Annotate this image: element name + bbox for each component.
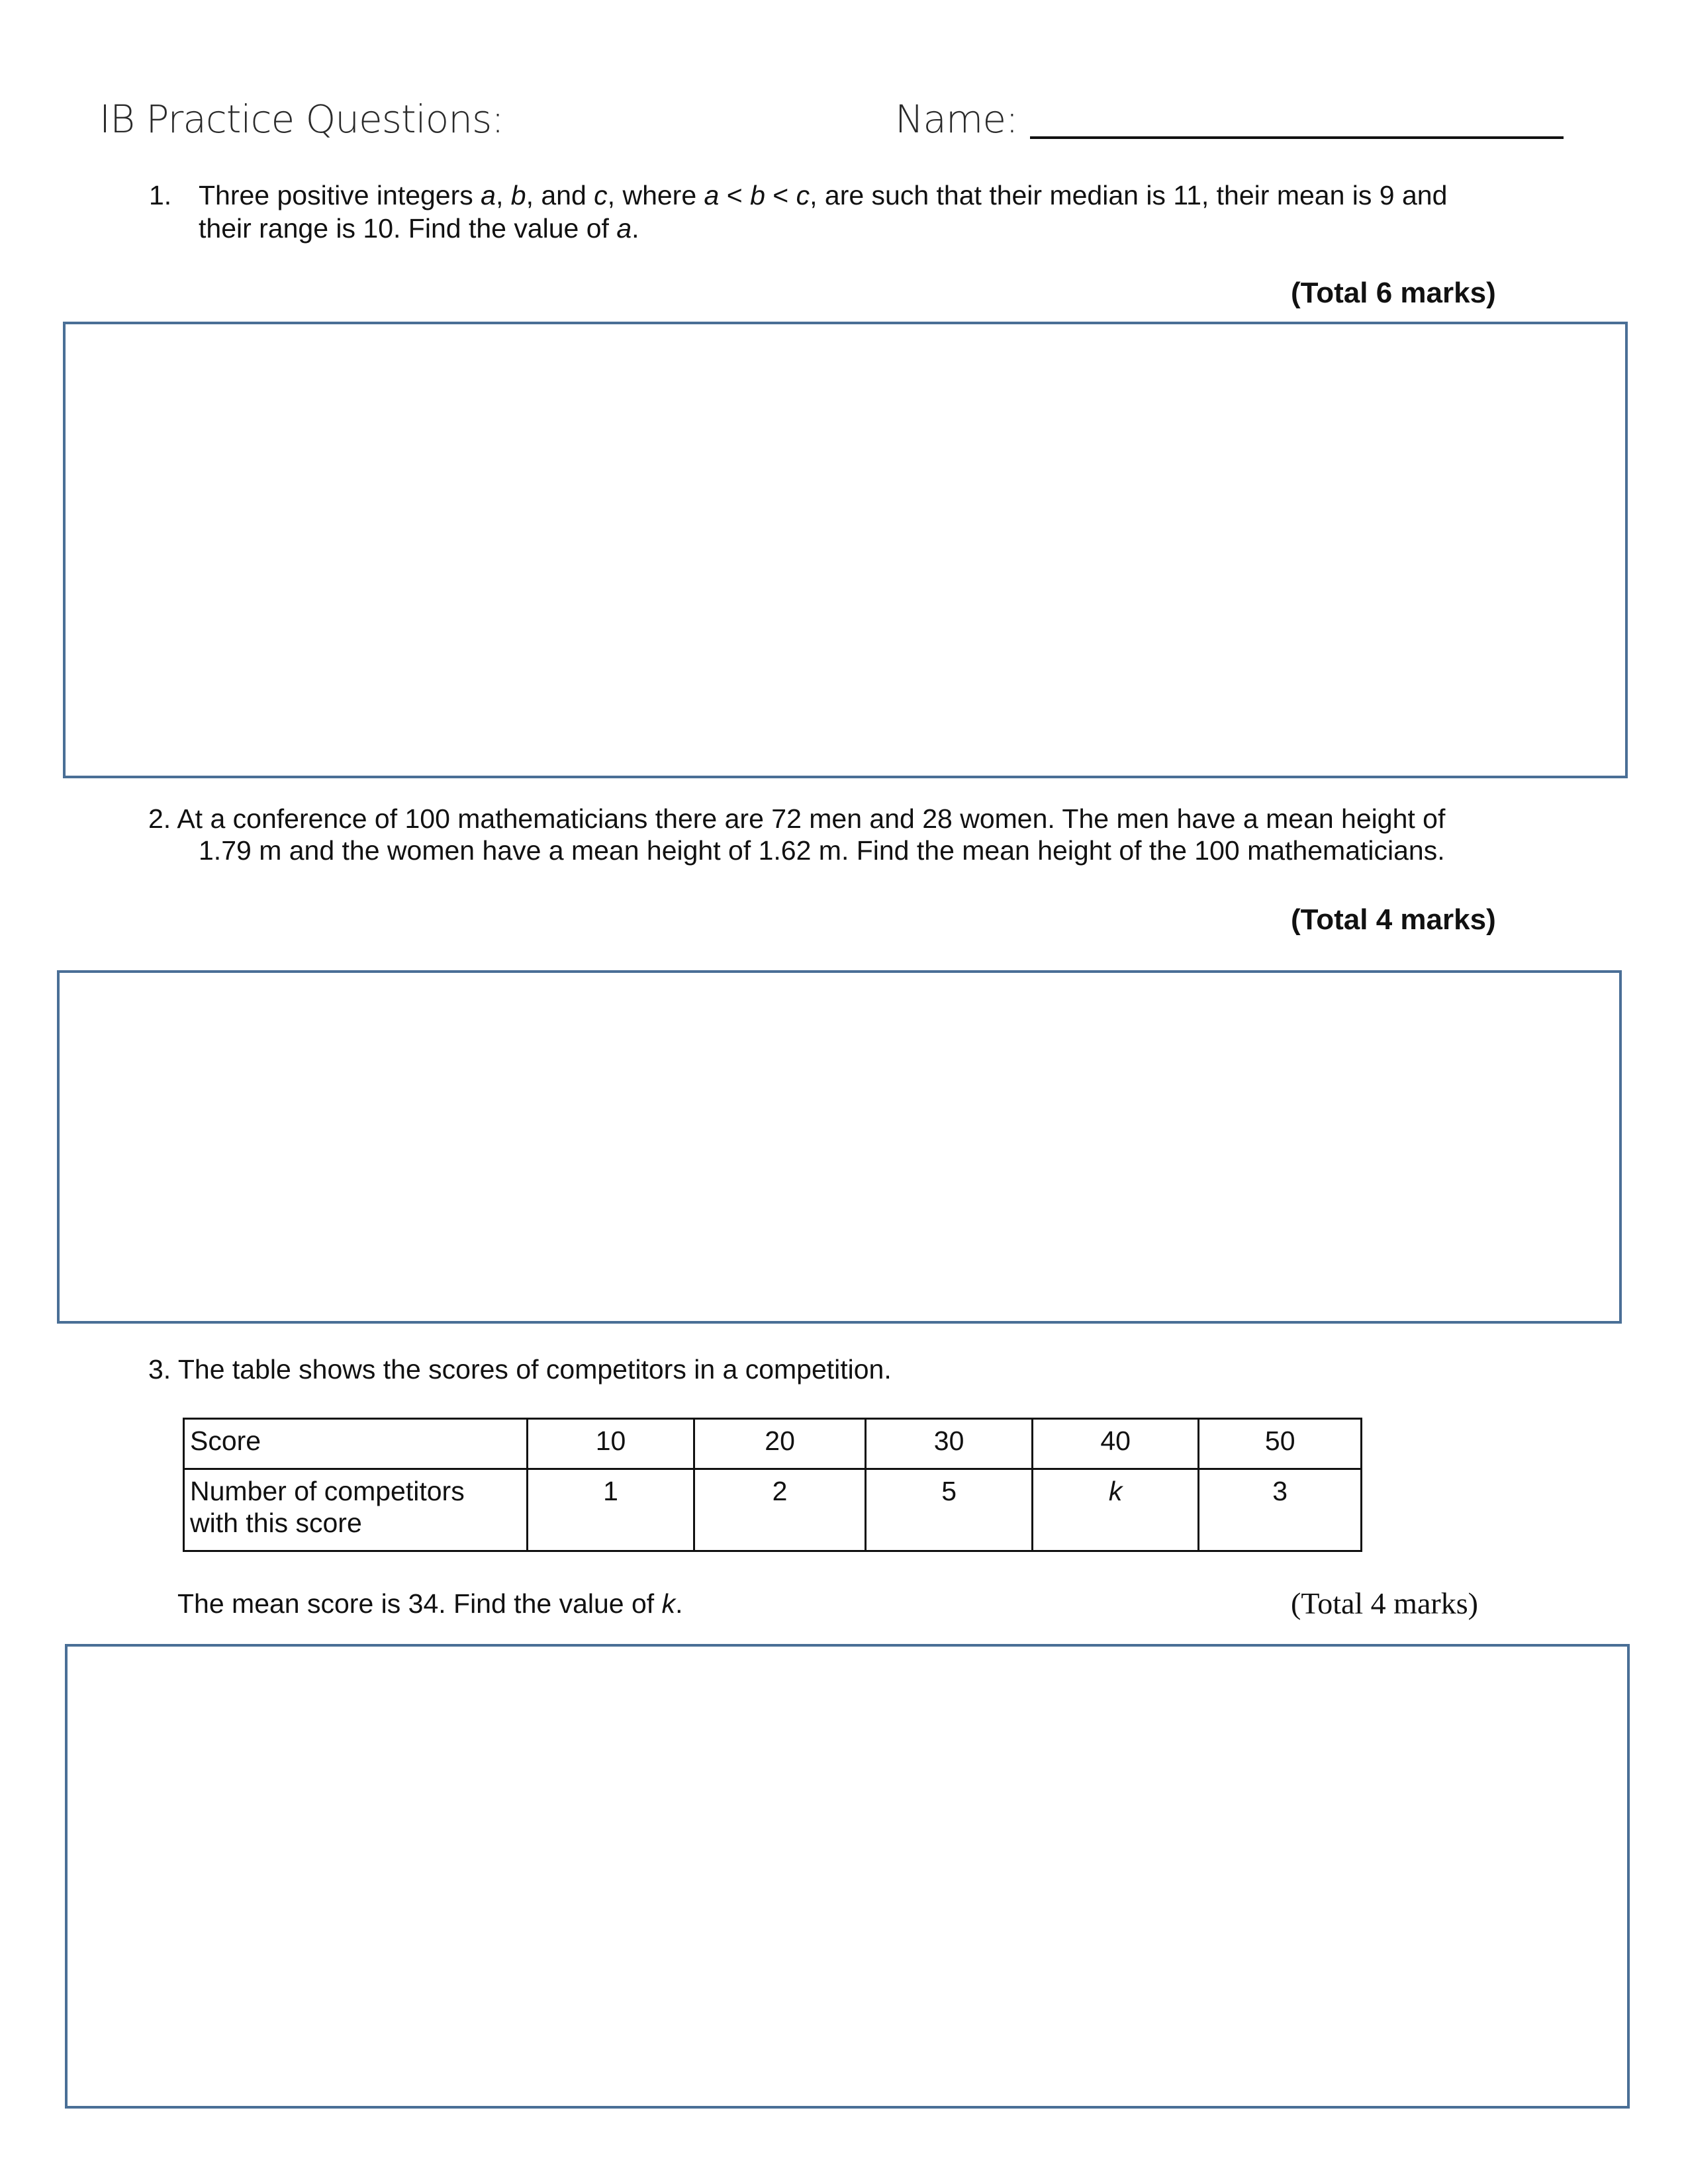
table-cell-count: 5 (866, 1469, 1033, 1551)
question-1-answer-box[interactable] (63, 322, 1628, 778)
question-2-answer-box[interactable] (57, 970, 1622, 1324)
question-3-intro: 3. The table shows the scores of competitors in a competition. (148, 1354, 892, 1385)
name-label: Name: (895, 97, 1018, 142)
question-3-prompt: The mean score is 34. Find the value of k. (177, 1588, 683, 1619)
table-cell-count: k (1032, 1469, 1199, 1551)
question-2-marks: (Total 4 marks) (1291, 903, 1496, 936)
scores-table (183, 1418, 1362, 1552)
table-cell-count: 1 (528, 1469, 694, 1551)
table-cell-score: 30 (866, 1419, 1033, 1469)
table-cell-score: 20 (694, 1419, 866, 1469)
page-title: IB Practice Questions: (99, 97, 504, 142)
table-row (184, 1419, 1362, 1469)
question-2-line-2: 1.79 m and the women have a mean height of 1.62 m. Find the mean height of the 100 mathematicians. (199, 835, 1445, 866)
table-cell-count: 2 (694, 1469, 866, 1551)
table-cell-score: 50 (1199, 1419, 1362, 1469)
question-1-line-2: their range is 10. Find the value of a. (199, 213, 639, 244)
question-1-number: 1. (149, 180, 172, 210)
table-cell-score: 40 (1032, 1419, 1199, 1469)
table-cell-score: 10 (528, 1419, 694, 1469)
table-row (184, 1469, 1362, 1551)
question-2-line-1: 2. At a conference of 100 mathematicians there are 72 men and 28 women. The men have a mean height of (148, 803, 1446, 834)
question-3-answer-box[interactable] (65, 1644, 1630, 2109)
question-1-line-1: Three positive integers a, b, and c, where a < b < c, are such that their median is 11, their mean is 9 and (199, 180, 1448, 210)
question-1-marks: (Total 6 marks) (1291, 277, 1496, 309)
table-cell-count: 3 (1199, 1469, 1362, 1551)
table-row-header-score: Score (184, 1419, 528, 1469)
question-3-marks: (Total 4 marks) (1291, 1586, 1478, 1620)
name-input-line[interactable] (1030, 136, 1564, 139)
table-row-header-competitors: Number of competitors with this score (184, 1469, 528, 1551)
